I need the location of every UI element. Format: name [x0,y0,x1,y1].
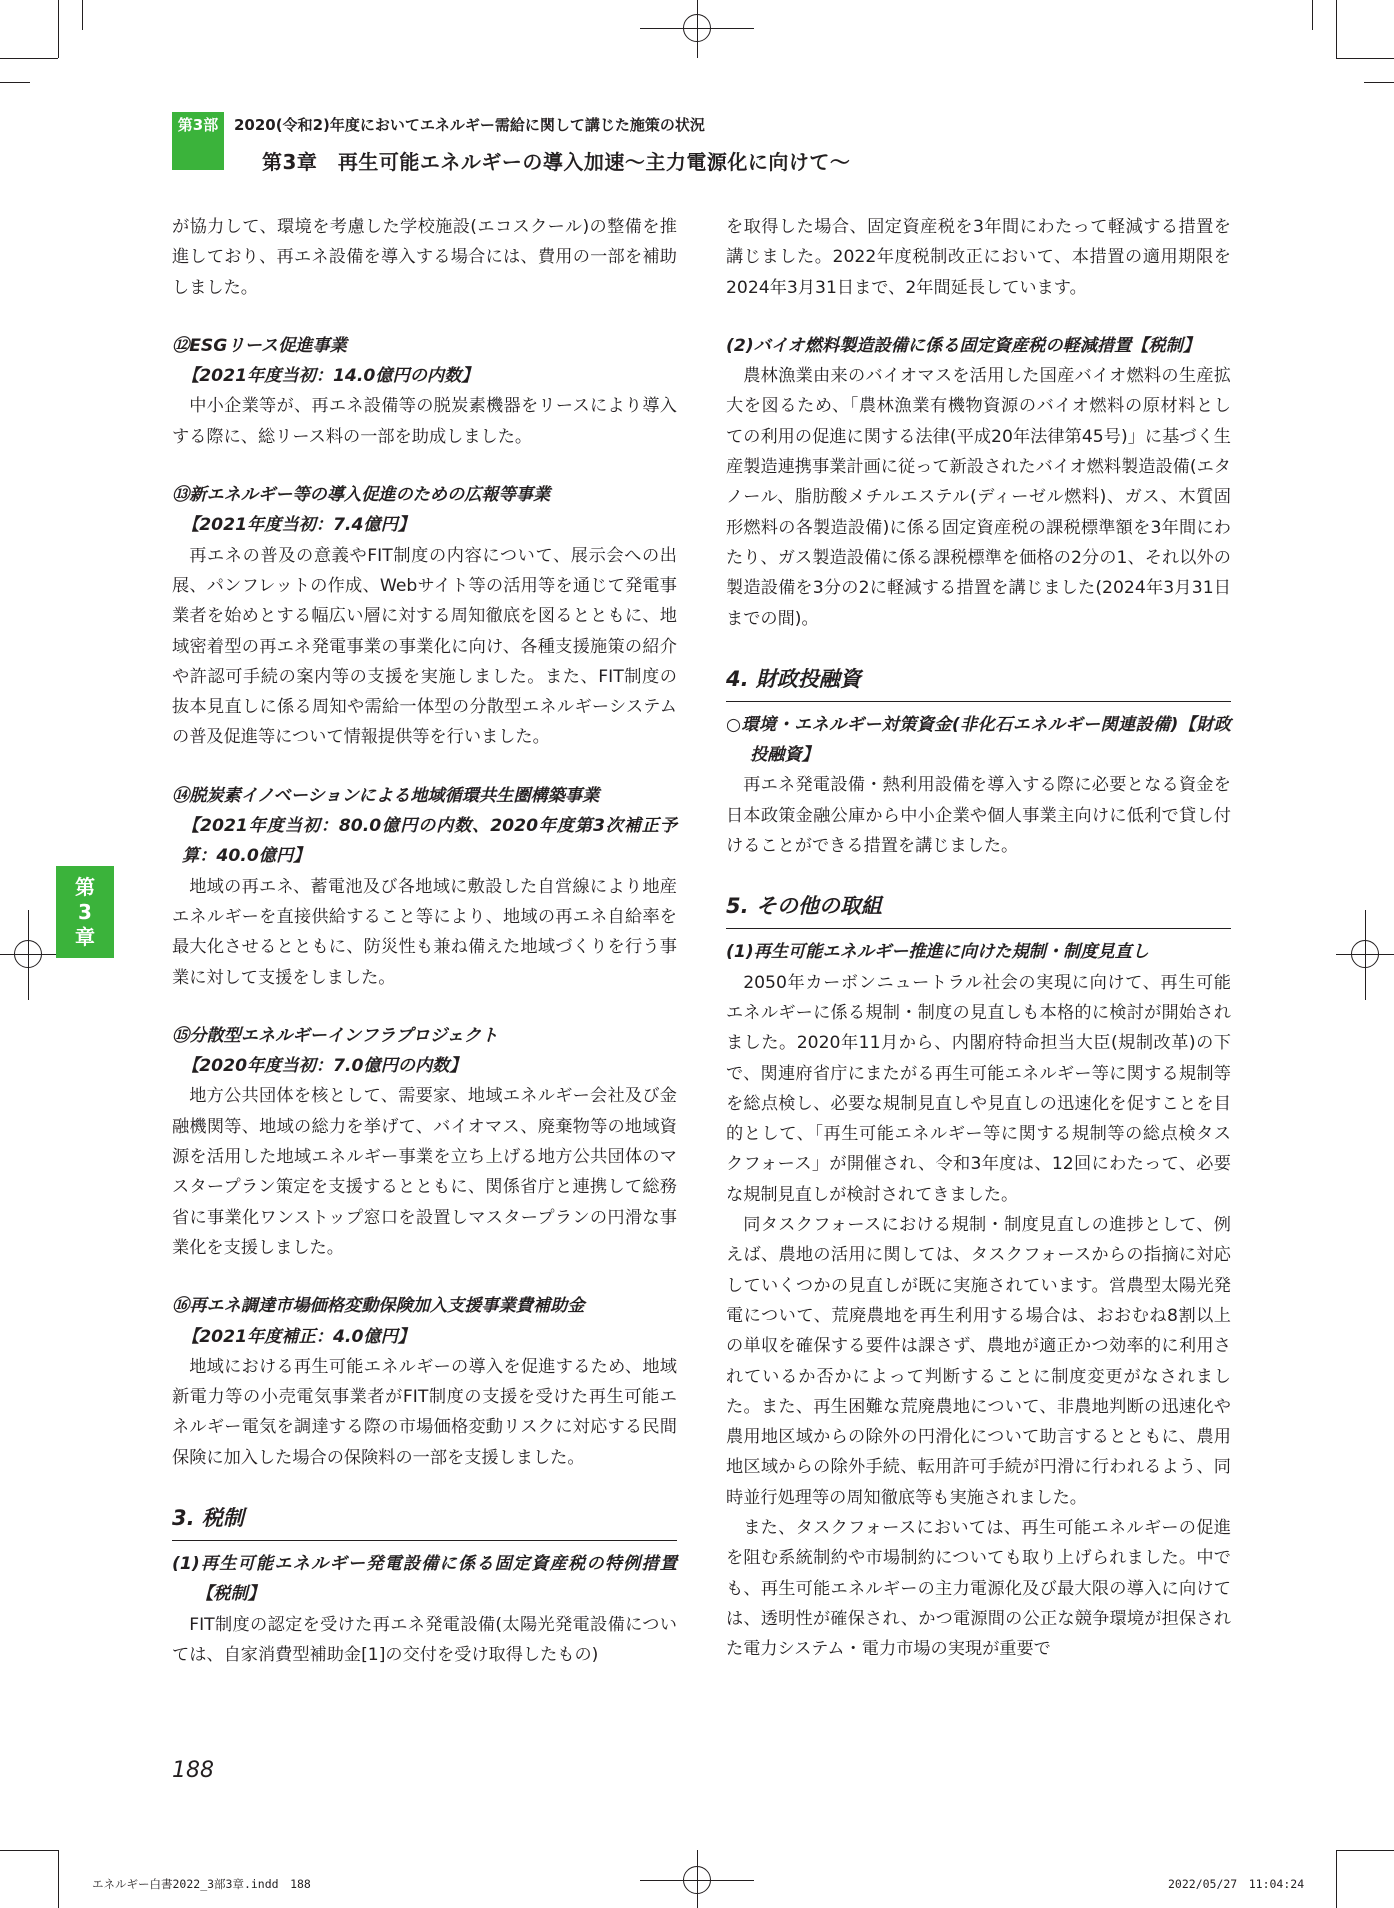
section-5-heading: 5. その他の取組 [726,889,1231,929]
slug-file: エネルギー白書2022_3部3章.indd 188 [92,1877,311,1891]
other-sub-title: (1)再生可能エネルギー推進に向けた規制・制度見直し [726,942,1149,963]
tax-sub1-continuation: を取得した場合、固定資産税を3年間にわたって軽減する措置を講じました。2022年度税制改正において、本措置の適用期限を2024年3月31日まで、2年間延長しています。 [726,217,1231,298]
right-column [726,212,1231,1664]
item-13-budget: 【2021年度当初：7.4億円】 [182,515,415,536]
item-14-budget: 【2021年度当初：80.0億円の内数、2020年度第3次補正予算：40.0億円】 [182,816,677,867]
item-14-title: ⑭脱炭素イノベーションによる地域循環共生圏構築事業 [172,785,600,806]
item-12-body: 中小企業等が、再エネ設備等の脱炭素機器をリースにより導入する際に、総リース料の一部を助成しました。 [172,396,677,447]
item-14-body: 地域の再エネ、蓄電池及び各地域に敷設した自営線により地産エネルギーを直接供給すること等により、地域の再エネ自給率を最大化させるとともに、防災性も兼ね備えた地域づくりを行う事業に対して支援をしました。 [172,876,677,988]
header-accent-bar [172,138,224,170]
intro-paragraph: が協力して、環境を考慮した学校施設(エコスクール)の整備を推進しており、再エネ設備を導入する場合には、費用の一部を補助しました。 [172,217,677,298]
item-15-budget: 【2020年度当初：7.0億円の内数】 [182,1056,467,1077]
side-tab-char: 章 [75,924,95,949]
item-16-budget: 【2021年度補正：4.0億円】 [182,1326,415,1347]
other-paragraph-3: また、タスクフォースにおいては、再生可能エネルギーの促進を阻む系統制約や市場制約についても取り上げられました。中でも、再生可能エネルギーの主力電源化及び最大限の導入に向けては、透明性が確保され、かつ電源間の公正な競争環境が担保された電力システム・電力市場の実現が重要で [726,1517,1231,1660]
part-tag: 第3部 [172,112,224,138]
item-15-body: 地方公共団体を核として、需要家、地域エネルギー会社及び金融機関等、地域の総力を挙げて、バイオマス、廃棄物等の地域資源を活用した地域エネルギー事業を立ち上げる地方公共団体のマスタープラン策定を支援するとともに、関係省庁と連携して総務省に事業化ワンストップ窓口を設置しマスタープランの円滑な事業化を支援しました。 [172,1086,677,1258]
item-12-title: ⑫ESGリース促進事業 [172,335,347,356]
other-paragraph-2: 同タスクフォースにおける規制・制度見直しの進捗として、例えば、農地の活用に関しては、タスクフォースからの指摘に対応していくつかの見直しが既に実施されています。営農型太陽光発電について、荒廃農地を再生利用する場合は、おおむね8割以上の単収を確保する要件は課さず、農地が適正かつ効率的に利用されているか否かによって判断することに制度変更がなされました。また、再生困難な荒廃農地について、非農地判断の迅速化や農用地区域からの除外の円滑化について助言するとともに、農用地区域からの除外手続、転用許可手続が円滑に行われるよう、同時並行処理等の周知徹底等も実施されました。 [726,1215,1231,1508]
fiscal-body: 再エネ発電設備・熱利用設備を導入する際に必要となる資金を日本政策金融公庫から中小企業や個人事業主向けに低利で貸し付けることができる措置を講じました。 [726,775,1231,857]
left-column [172,212,677,1670]
item-12-budget: 【2021年度当初：14.0億円の内数】 [182,366,479,387]
other-paragraph-1: 2050年カーボンニュートラル社会の実現に向けて、再生可能エネルギーに係る規制・制度の見直しも本格的に検討が開始されました。2020年11月から、内閣府特命担当大臣(規制改革)の下で、関連府省庁にまたがる再生可能エネルギー等に関する規制等を総点検し、必要な規制見直しや見直しの迅速化を促すことを目的として、「再生可能エネルギー等に関する規制等の総点検タスクフォース」が開催され、令和3年度は、12回にわたって、必要な規制見直しが検討されてきました。 [726,972,1231,1205]
chapter-side-tab [56,866,114,958]
tax-sub2-title: (2)バイオ燃料製造設備に係る固定資産税の軽減措置【税制】 [726,335,1201,356]
item-13-body: 再エネの普及の意義やFIT制度の内容について、展示会への出展、パンフレットの作成、Webサイト等の活用等を通じて発電事業者を始めとする幅広い層に対する周知徹底を図るとともに、地域密着型の再エネ発電事業の事業化に向け、各種支援施策の紹介や許認可手続の案内等の支援を実施しました。また、FIT制度の抜本見直しに係る周知や需給一体型の分散型エネルギーシステムの普及促進等について情報提供等を行いました。 [172,545,677,748]
side-tab-char: 第 [75,874,95,899]
section-4-heading: 4. 財政投融資 [726,662,1231,702]
tax-sub2-body: 農林漁業由来のバイオマスを活用した国産バイオ燃料の生産拡大を図るため、「農林漁業有機物資源のバイオ燃料の原材料としての利用の促進に関する法律(平成20年法律第45号)」に基づく生産製造連携事業計画に従って新設されたバイオ燃料製造設備(エタノール、脂肪酸メチルエステル(ディーゼル燃料)、ガス、木質固形燃料の各製造設備)に係る固定資産税の課税標準額を3年間にわたり、ガス製造設備に係る課税標準を価格の2分の1、それ以外の製造設備を3分の2に軽減する措置を講じました(2024年3月31日までの間)。 [726,366,1231,629]
section-3-heading: 3. 税制 [172,1501,677,1541]
tax-sub1-body: FIT制度の認定を受けた再エネ発電設備(太陽光発電設備については、自家消費型補助金[1]の交付を受け取得したもの) [172,1614,677,1665]
item-16-body: 地域における再生可能エネルギーの導入を促進するため、地域新電力等の小売電気事業者がFIT制度の支援を受けた再生可能エネルギー電気を調達する際の市場価格変動リスクに対応する民間保険に加入した場合の保険料の一部を支援しました。 [172,1356,677,1468]
fiscal-sub-title: ○環境・エネルギー対策資金(非化石エネルギー関連設備)【財政投融資】 [726,714,1231,766]
slug-date: 2022/05/27 11:04:24 [1168,1877,1305,1891]
page-number: 188 [172,1758,214,1783]
tax-sub1-title: (1)再生可能エネルギー発電設備に係る固定資産税の特例措置【税制】 [172,1553,677,1605]
item-15-title: ⑮分散型エネルギーインフラプロジェクト [172,1025,499,1046]
side-tab-char: 3 [78,899,92,924]
item-16-title: ⑯再エネ調達市場価格変動保険加入支援事業費補助金 [172,1296,585,1317]
chapter-title: 第3章 再生可能エネルギーの導入加速～主力電源化に向けて～ [262,150,851,174]
part-title: 2020(令和2)年度においてエネルギー需給に関して講じた施策の状況 [234,116,705,134]
item-13-title: ⑬新エネルギー等の導入促進のための広報等事業 [172,485,551,506]
